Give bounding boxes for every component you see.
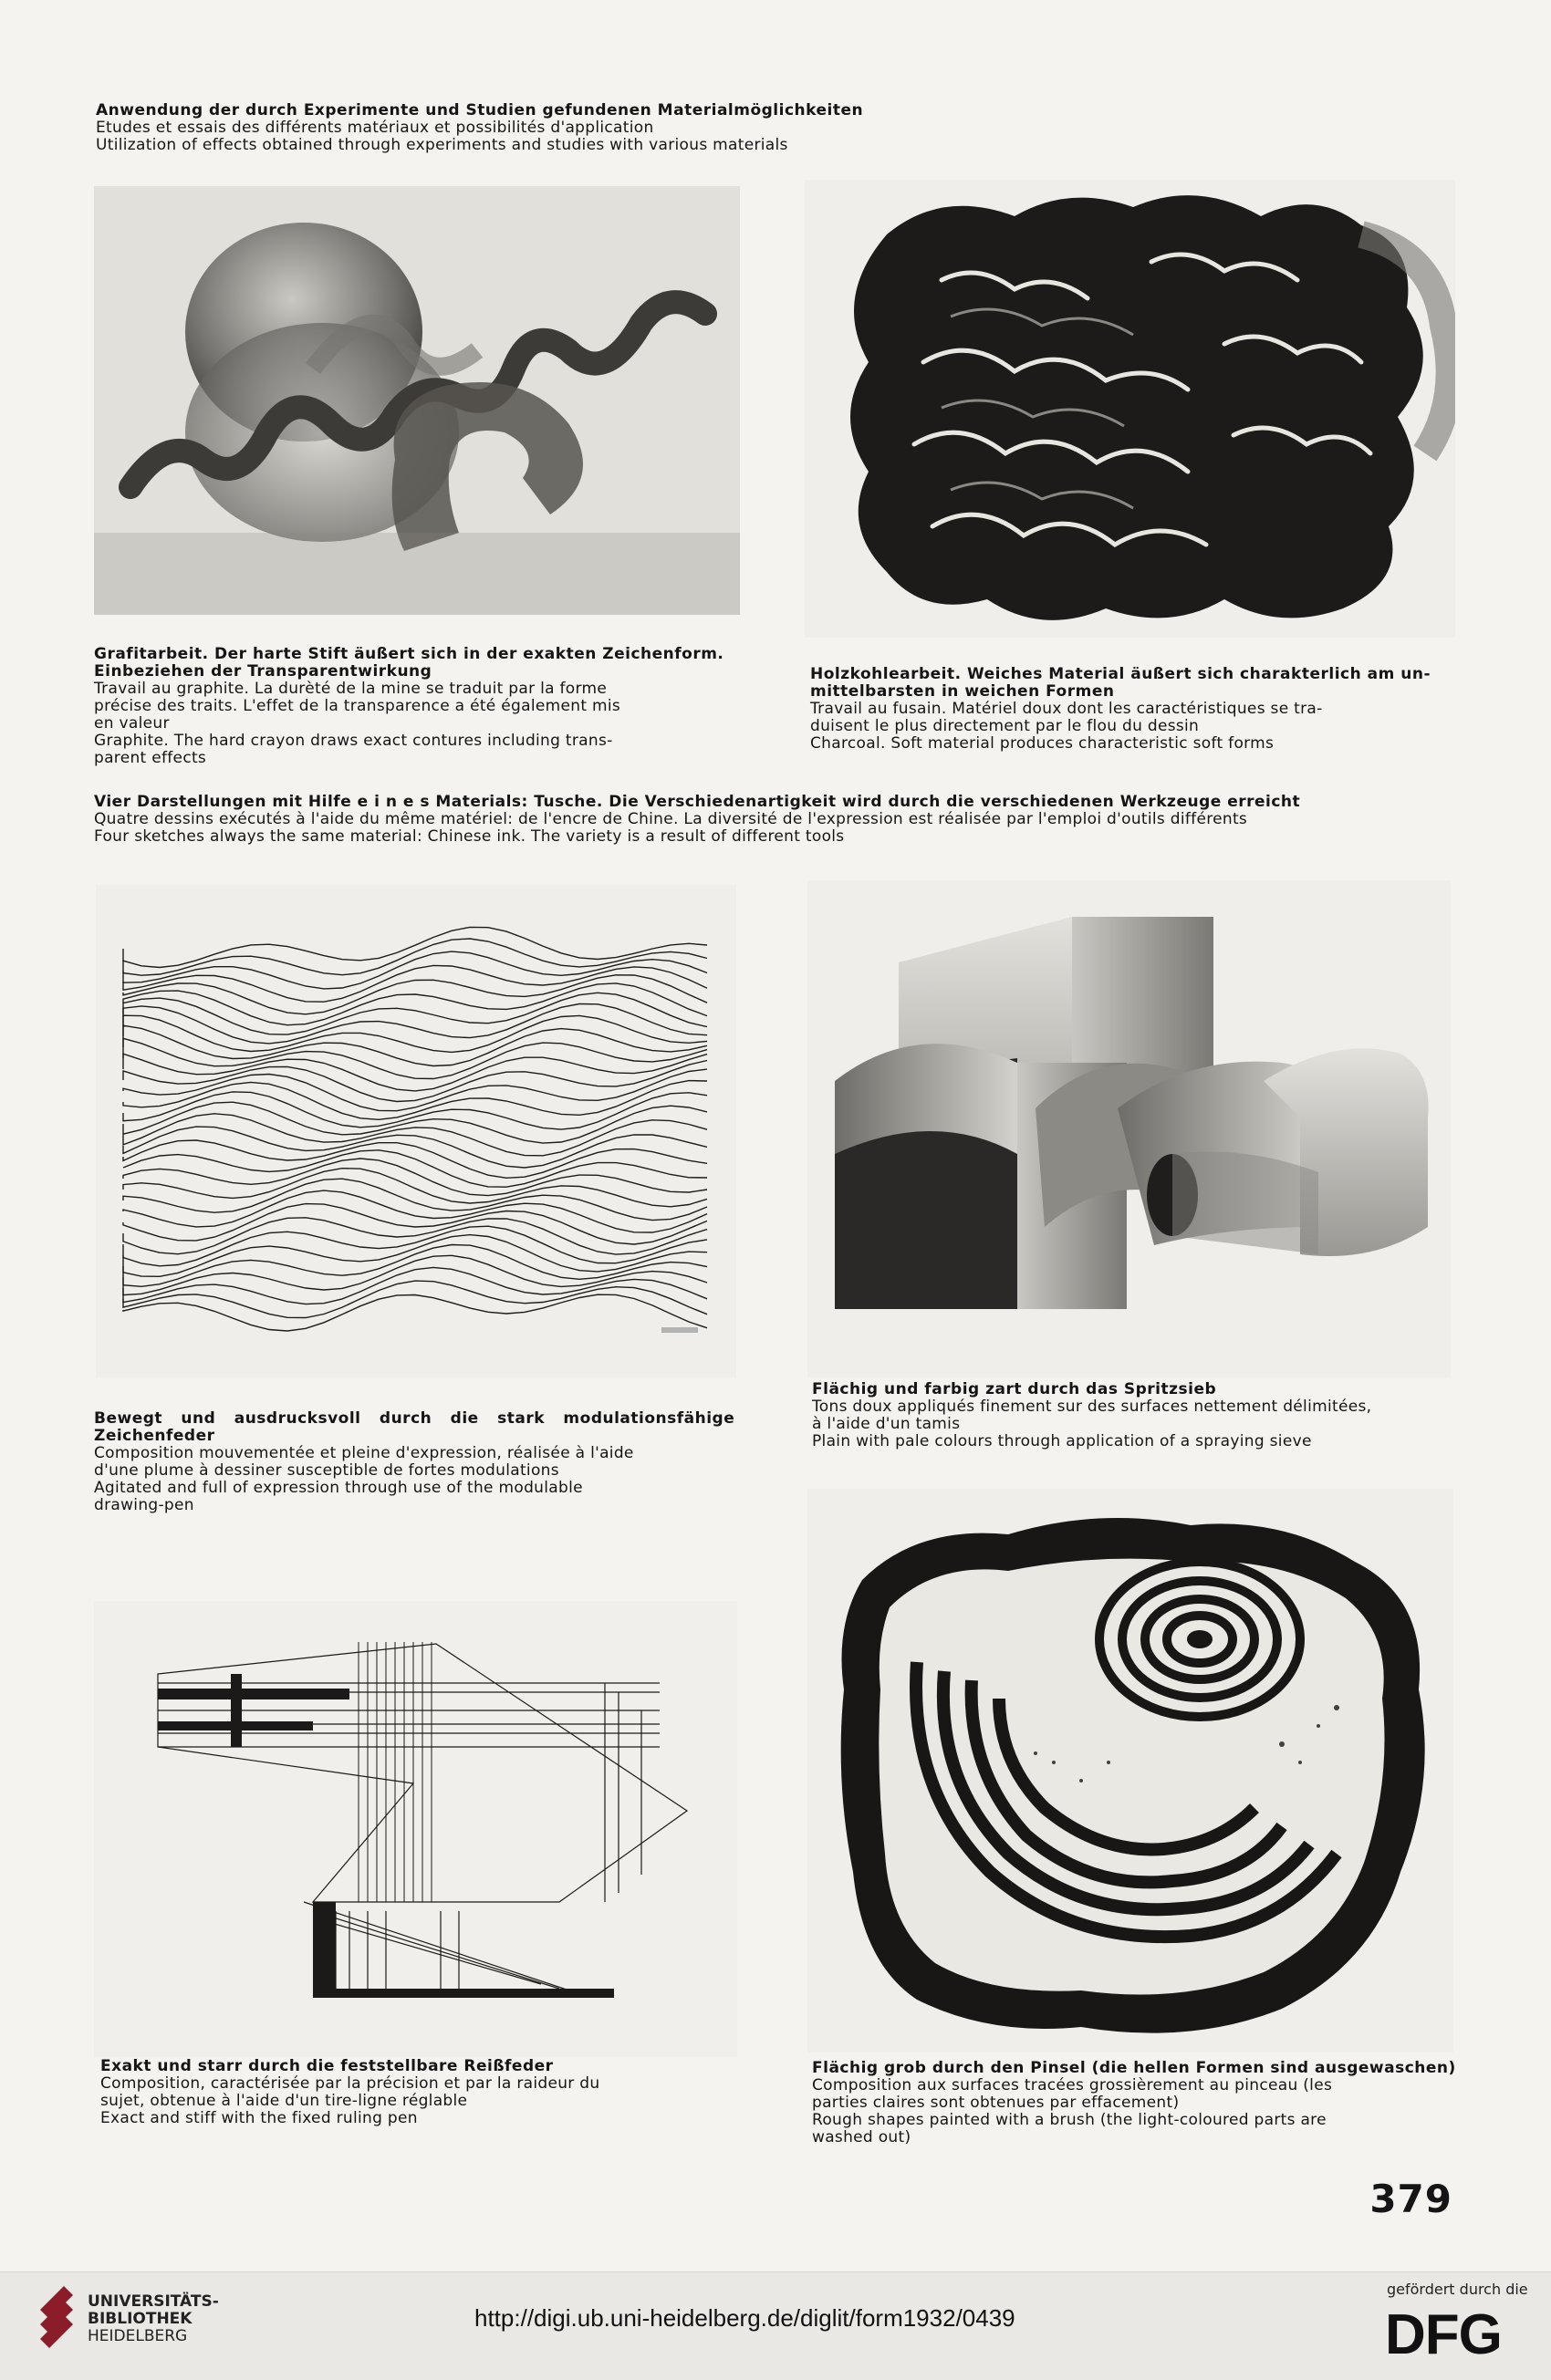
figure-graphite: [94, 186, 740, 615]
caption-sieve: [812, 1381, 1371, 1450]
caption-ruling-fr-2: sujet, obtenue à l'aide d'un tire-ligne réglable: [100, 2092, 468, 2110]
brush-drawing: [807, 1489, 1453, 2053]
header-en: Utilization of effects obtained through experiments and studies with various materials: [96, 136, 788, 154]
caption-graphite: [94, 646, 723, 767]
figure-charcoal: [805, 180, 1455, 638]
ruling-pen-drawing: [94, 1601, 737, 2057]
caption-sieve-en: Plain with pale colours through application of a spraying sieve: [812, 1432, 1312, 1450]
caption-brush-de: Flächig grob durch den Pinsel (die hellen Formen sind ausgewaschen): [812, 2059, 1456, 2077]
library-name: [88, 2293, 219, 2345]
ink-intro: [94, 794, 1300, 846]
caption-charcoal-en: Charcoal. Soft material produces characteristic soft forms: [810, 734, 1275, 753]
caption-graphite-fr-3: en valeur: [94, 714, 170, 733]
caption-ruling-de: Exakt und starr durch die feststellbare Reißfeder: [100, 2057, 554, 2075]
ink-intro-en: Four sketches always the same material: Chinese ink. The variety is a result of different tools: [94, 827, 845, 846]
caption-brush: [812, 2060, 1456, 2146]
figure-pen: [96, 885, 736, 1377]
caption-sieve-fr-2: à l'aide d'un tamis: [812, 1415, 961, 1433]
library-name-line-2: BIBLIOTHEK: [88, 2310, 193, 2328]
caption-sieve-fr: Tons doux appliqués finement sur des surfaces nettement délimitées,: [812, 1398, 1372, 1416]
page-number: 379: [1369, 2177, 1452, 2221]
pen-wave-drawing: [96, 885, 736, 1377]
dfg-logo: DFG: [1385, 2303, 1502, 2366]
caption-brush-fr-2: parties claires sont obtenues par effacement): [812, 2094, 1180, 2112]
page-header: [96, 102, 863, 154]
figure-sieve: [807, 880, 1451, 1377]
caption-ruling-fr: Composition, caractérisée par la précision et par la raideur du: [100, 2074, 600, 2093]
library-name-line-3: HEIDELBERG: [88, 2327, 188, 2345]
caption-brush-en-2: washed out): [812, 2128, 911, 2146]
charcoal-drawing: [805, 180, 1455, 638]
figure-ruling: [94, 1601, 737, 2057]
ink-intro-fr: Quatre dessins exécutés à l'aide du même matériel: de l'encre de Chine. La diversité de l'expression est réalisée par l'emploi d'outils différents: [94, 810, 1248, 828]
university-library-logo-icon: [38, 2282, 75, 2361]
caption-ruling-en: Exact and stiff with the fixed ruling pen: [100, 2109, 418, 2127]
caption-graphite-en-2: parent effects: [94, 749, 207, 767]
funded-by-label: gefördert durch die: [1387, 2281, 1528, 2298]
caption-brush-en: Rough shapes painted with a brush (the light-coloured parts are: [812, 2111, 1327, 2129]
header-fr: Etudes et essais des différents matériaux et possibilités d'application: [96, 119, 654, 137]
caption-charcoal-de: Holzkohlearbeit. Weiches Material äußert sich charakterlich am un-: [810, 665, 1431, 683]
caption-sieve-de: Flächig und farbig zart durch das Spritzsieb: [812, 1380, 1217, 1398]
sieve-drawing: [807, 880, 1451, 1377]
caption-charcoal-fr: Travail au fusain. Matériel doux dont les caractéristiques se tra-: [810, 700, 1323, 718]
caption-charcoal: [810, 666, 1431, 753]
source-url-link[interactable]: http://digi.ub.uni-heidelberg.de/diglit/form1932/0439: [474, 2304, 1015, 2332]
caption-brush-fr: Composition aux surfaces tracées grossièrement au pinceau (les: [812, 2076, 1333, 2094]
caption-graphite-fr-2: précise des traits. L'effet de la transparence a été également mis: [94, 697, 621, 715]
caption-pen-en-2: drawing-pen: [94, 1496, 194, 1514]
caption-graphite-fr: Travail au graphite. La durèté de la mine se traduit par la forme: [94, 680, 608, 698]
caption-charcoal-de-2: mittelbarsten in weichen Formen: [810, 682, 1115, 701]
caption-charcoal-fr-2: duisent le plus directement par le flou du dessin: [810, 717, 1200, 735]
library-name-line-1: UNIVERSITÄTS-: [88, 2292, 219, 2311]
caption-pen-en: Agitated and full of expression through use of the modulable: [94, 1479, 583, 1497]
caption-pen: [94, 1410, 734, 1514]
graphite-drawing: [94, 186, 740, 615]
caption-pen-fr-2: d'une plume à dessiner susceptible de fortes modulations: [94, 1461, 559, 1480]
caption-graphite-de-2: Einbeziehen der Transparentwirkung: [94, 662, 432, 681]
caption-pen-de: Bewegt und ausdrucksvoll durch die stark modulationsfähige: [94, 1409, 735, 1428]
caption-graphite-en: Graphite. The hard crayon draws exact contures including trans-: [94, 732, 613, 750]
caption-ruling: [100, 2058, 599, 2127]
ink-intro-de: Vier Darstellungen mit Hilfe e i n e s Materials: Tusche. Die Verschiedenartigkeit wird durch die verschiedenen Werkzeuge erreicht: [94, 793, 1301, 811]
header-de: Anwendung der durch Experimente und Studien gefundenen Materialmöglichkeiten: [96, 101, 864, 120]
caption-pen-fr: Composition mouvementée et pleine d'expression, réalisée à l'aide: [94, 1444, 634, 1462]
caption-graphite-de: Grafitarbeit. Der harte Stift äußert sich in der exakten Zeichenform.: [94, 645, 724, 663]
caption-pen-de-2: Zeichenfeder: [94, 1427, 215, 1445]
figure-brush: [807, 1489, 1453, 2053]
